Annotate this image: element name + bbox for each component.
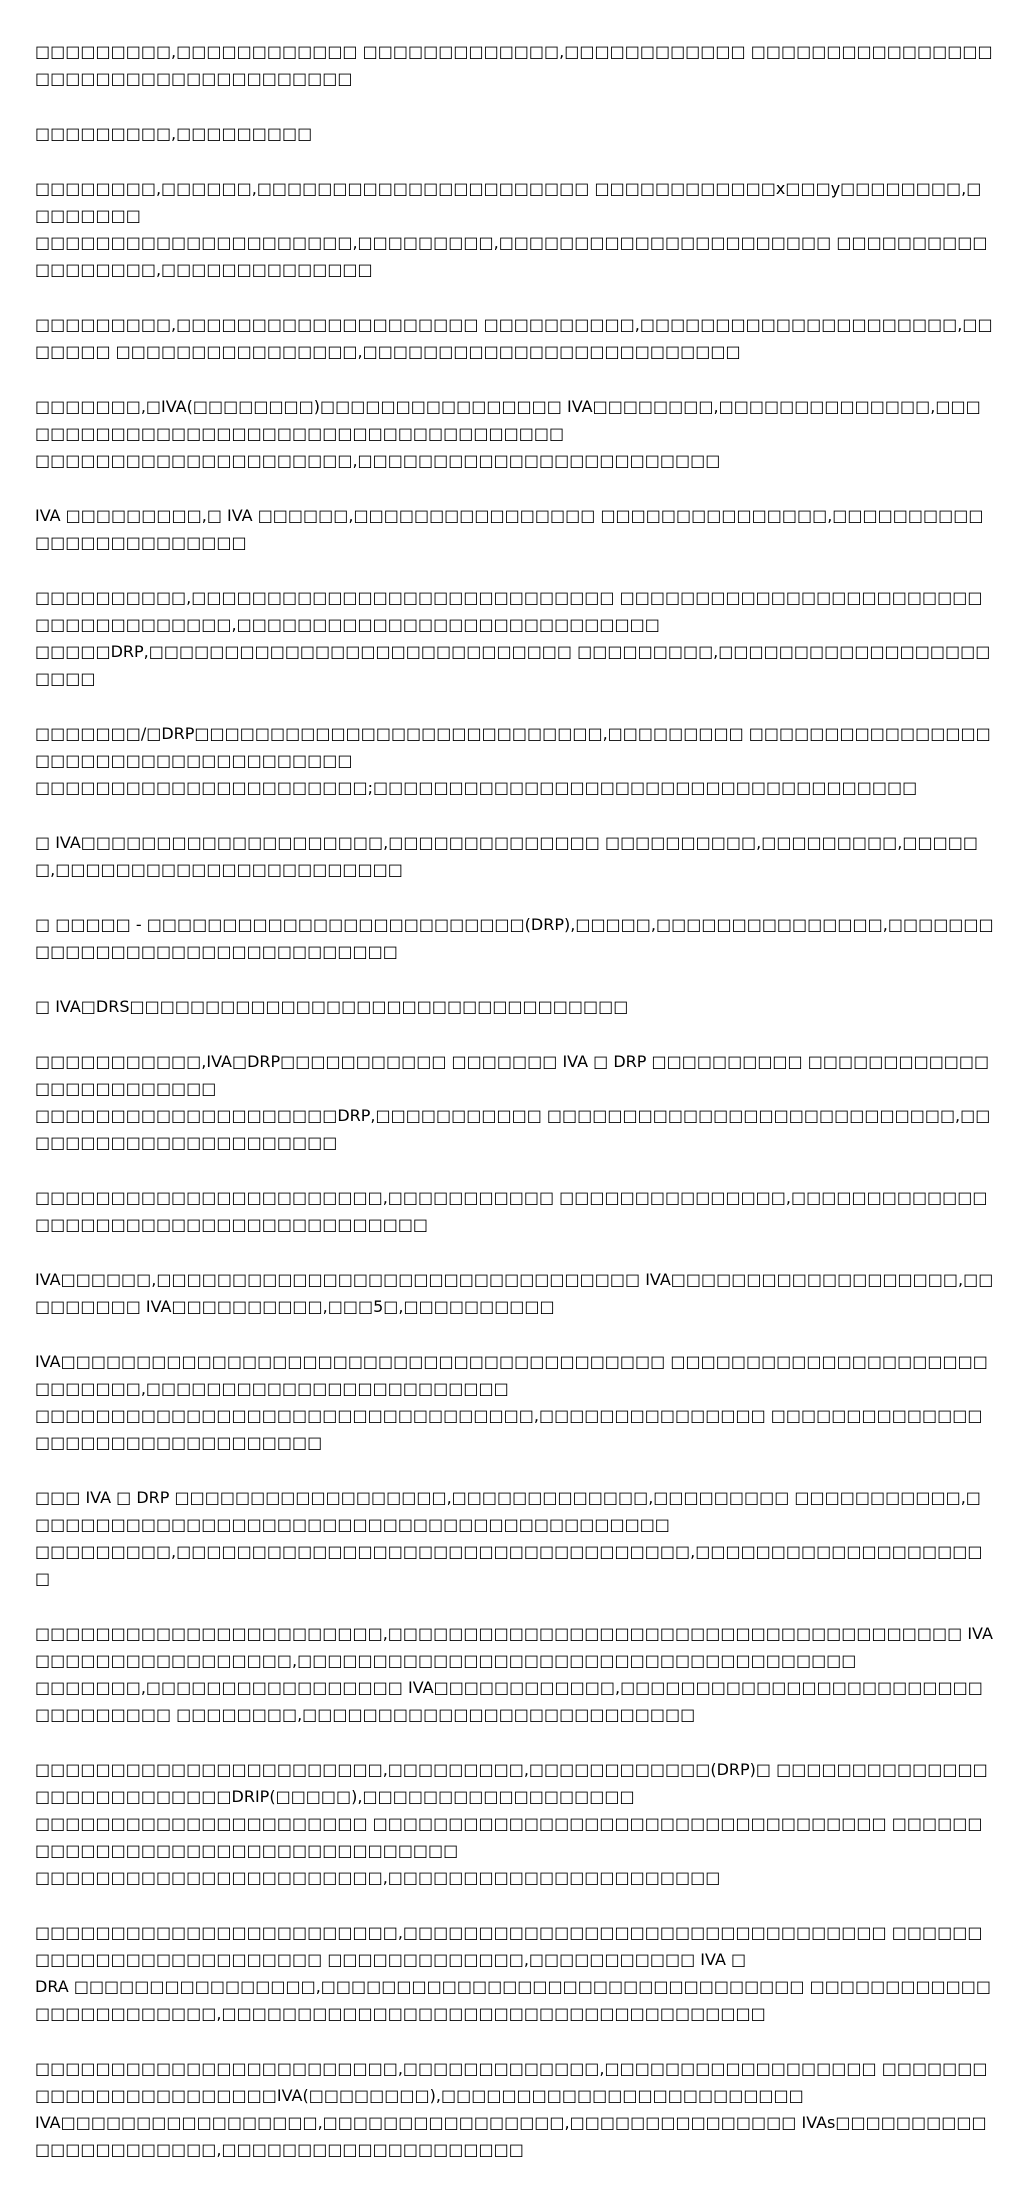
paragraph-2: □□□□□□□□□,□□□□□□□□□ [35,124,313,143]
paragraph-10: □ □□□□□ - □□□□□□□□□□□□□□□□□□□□□□□□□(DRP),□□□□□,□□□□□□□□□□□□□□□,□□□□□□□□□□□□□□□□□□□□□□□□□□□□□□□ [35,915,994,961]
paragraph-19: □□□□□□□□□□□□□□□□□□□□□□□□,□□□□□□□□□□□□□□□□□□□□□□□□□□□□□□□□ □□□□□□□□□□□□□□□□□□□□□□□□□ □□□□□□□□□□□□□,□□□□□□□□□□□ IVA □ DRA □□□□□□□□□□□□□□□□,□□□□□□□□□□□□□□□□□□□□□□□□□□□□□□□□ □□□□□□□□□□□□□□□□□□□□□□□□,□□□□□□□□□□□□□□□□□□□□□□□□□□□□□□□□□□□□ [35,1923,992,2023]
paragraph-17: □□□□□□□□□□□□□□□□□□□□□□□,□□□□□□□□□□□□□□□□□□□□□□□□□□□□□□□□□□□□□□ IVA□□□□□□□□□□□□□□□□□,□□□□□□□□□□□□□□□□□□□□□□□□□□□□□□□□□□□□□ □□□□□□□,□□□□□□□□□□□□□□□□□ IVA□□□□□□□□□□□□,□□□□□□□□□□□□□□□□□□□□□□□□□□□□□□□□□ □□□□□□□□,□□□□□□□□□□□□□□□□□□□□□□□□□□ [35,1624,993,1724]
paragraph-1: □□□□□□□□□,□□□□□□□□□□□□ □□□□□□□□□□□□□,□□□□□□□□□□□□ □□□□□□□□□□□□□□□□□□□□□□□□□□□□□□□□□□□□□ [35,42,993,88]
paragraph-5: □□□□□□□,□IVA(□□□□□□□□)□□□□□□□□□□□□□□□□ IVA□□□□□□□□,□□□□□□□□□□□□□□,□□□□□□□□□□□□□□□□□□□□□□□□□□□□□□□□□□□□□□ □□□□□□□□□□□□□□□□□□□□□,□□□□□□□□□□□□□□□□□□□□□□□□ [35,397,981,470]
paragraph-15: IVA□□□□□□□□□□□□□□□□□□□□□□□□□□□□□□□□□□□□□□□□ □□□□□□□□□□□□□□□□□□□□□□□□□□□□,□□□□□□□□□□□□□□□□□□□□□□□□ □□□□□□□□□□□□□□□□□□□□□□□□□□□□□□□□□,□□□□□□□□□□□□□□□ □□□□□□□□□□□□□□□□□□□□□□□□□□□□□□□□□ [35,1352,988,1452]
paragraph-6: IVA □□□□□□□□□,□ IVA □□□□□□,□□□□□□□□□□□□□□□□ □□□□□□□□□□□□□□□,□□□□□□□□□□□□□□□□□□□□□□□□ [35,506,984,552]
paragraph-20: □□□□□□□□□□□□□□□□□□□□□□□□,□□□□□□□□□□□□□,□□□□□□□□□□□□□□□□□□ □□□□□□□□□□□□□□□□□□□□□□□IVA(□□□□□□□□),□□□□□□□□□□□□□□□□□□□□□□□□ IVA□□□□□□□□□□□□□□□□□,□□□□□□□□□□□□□□□□,□□□□□□□□□□□□□□□ IVAs□□□□□□□□□□□□□□□□□□□□□□,□□□□□□□□□□□□□□□□□□□□ [35,2059,988,2159]
paragraph-9: □ IVA□□□□□□□□□□□□□□□□□□□□,□□□□□□□□□□□□□□ □□□□□□□□□□,□□□□□□□□□,□□□□□□,□□□□□□□□□□□□□□□□□□□□□□□ [35,833,978,879]
paragraph-12: □□□□□□□□□□□,IVA□DRP□□□□□□□□□□□ □□□□□□□ IVA □ DRP □□□□□□□□□□ □□□□□□□□□□□□□□□□□□□□□□□□ □□□□□□□□□□□□□□□□□□□□DRP,□□□□□□□□□□□ □□□□□□□□□□□□□□□□□□□□□□□□□□□,□□□□□□□□□□□□□□□□□□□□□□ [35,1052,991,1152]
paragraph-3: □□□□□□□□,□□□□□□,□□□□□□□□□□□□□□□□□□□□□□ □□□□□□□□□□□□x□□□y□□□□□□□□,□□□□□□□□ □□□□□□□□□□□□□□□□□□□□□,□□□□□□□□□,□□□□□□□□□□□□□□□□□□□□□□ □□□□□□□□□□□□□□□□□□,□□□□□□□□□□□□□□ [35,179,988,279]
paragraph-8: □□□□□□□/□DRP□□□□□□□□□□□□□□□□□□□□□□□□□□□,□□□□□□□□□ □□□□□□□□□□□□□□□□□□□□□□□□□□□□□□□□□□□□□ □□□□□□□□□□□□□□□□□□□□□□;□□□□□□□□□□□□□□□□□□□□□□□□□□□□□□□□□□□□ [35,724,991,797]
paragraph-13: □□□□□□□□□□□□□□□□□□□□□□□,□□□□□□□□□□□ □□□□□□□□□□□□□□□,□□□□□□□□□□□□□□□□□□□□□□□□□□□□□□□□□□□□□□□ [35,1188,988,1234]
paragraph-7: □□□□□□□□□□,□□□□□□□□□□□□□□□□□□□□□□□□□□□□ □□□□□□□□□□□□□□□□□□□□□□□□□□□□□□□□□□□□□,□□□□□□□□□□□□□□□□□□□□□□□□□□□□ □□□□□DRP,□□□□□□□□□□□□□□□□□□□□□□□□□□□□ □□□□□□□□□,□□□□□□□□□□□□□□□□□□□□□□ [35,588,991,688]
paragraph-16: □□□ IVA □ DRP □□□□□□□□□□□□□□□□□□,□□□□□□□□□□□□□,□□□□□□□□□ □□□□□□□□□□□,□□□□□□□□□□□□□□□□□□□□□□□□□□□□□□□□□□□□□□□□□□□ □□□□□□□□□,□□□□□□□□□□□□□□□□□□□□□□□□□□□□□□□□□□,□□□□□□□□□□□□□□□□□□□□ [35,1488,983,1588]
paragraph-11: □ IVA□DRS□□□□□□□□□□□□□□□□□□□□□□□□□□□□□□□□□ [35,997,629,1016]
paragraph-18: □□□□□□□□□□□□□□□□□□□□□□□,□□□□□□□□□,□□□□□□□□□□□□(DRP)□ □□□□□□□□□□□□□□□□□□□□□□□□□□□DRIP(□□□□□),□□□□□□□□□□□□□□□□□□ □□□□□□□□□□□□□□□□□□□□□□ □□□□□□□□□□□□□□□□□□□□□□□□□□□□□□□□□□ □□□□□□□□□□□□□□□□□□□□□□□□□□□□□□□□□□ □□□□□□□□□□□□□□□□□□□□□□□,□□□□□□□□□□□□□□□□□□□□□□ [35,1760,988,1887]
document-page [35,38,995,2191]
paragraph-4: □□□□□□□□□,□□□□□□□□□□□□□□□□□□□□ □□□□□□□□□□,□□□□□□□□□□□□□□□□□□□□□,□□□□□□□ □□□□□□□□□□□□□□□□,□□□□□□□□□□□□□□□□□□□□□□□□□ [35,315,993,361]
paragraph-14: IVA□□□□□□,□□□□□□□□□□□□□□□□□□□□□□□□□□□□□□□□ IVA□□□□□□□□□□□□□□□□□□□,□□□□□□□□□ IVA□□□□□□□□□□,□□□5□,□□□□□□□□□□ [35,1270,994,1316]
